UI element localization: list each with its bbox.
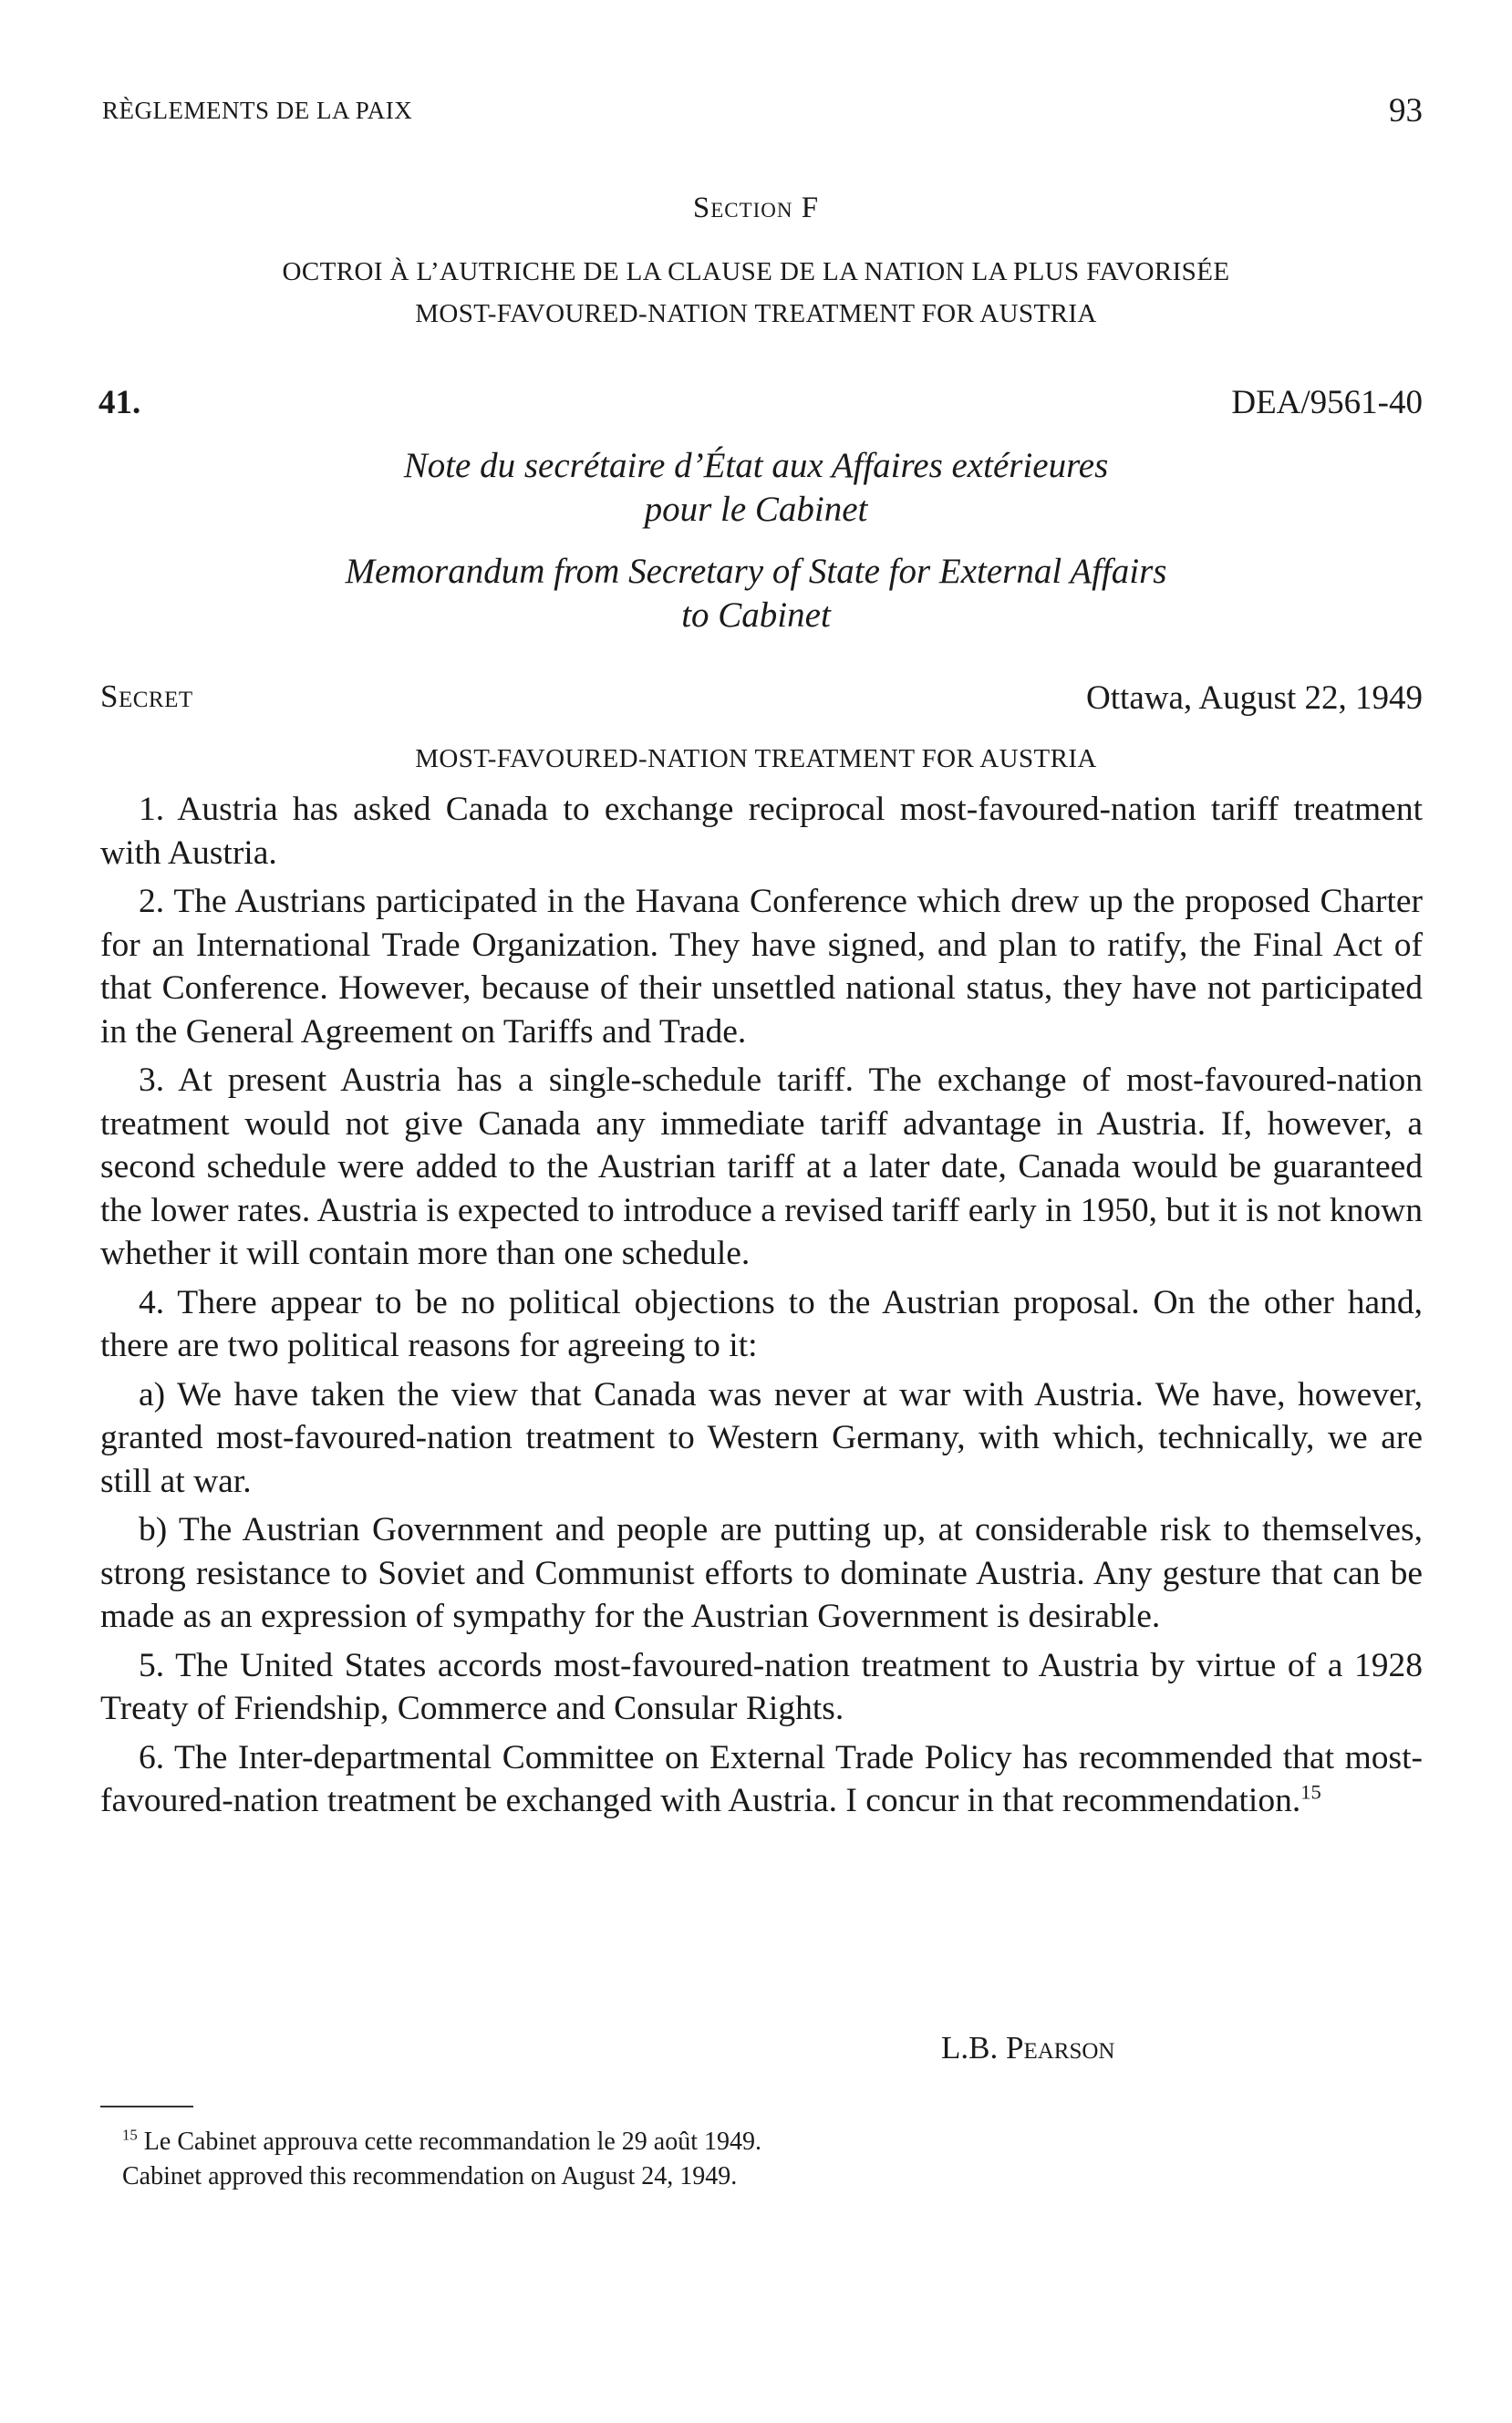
section-subtitle-fr: OCTROI À L’AUTRICHE DE LA CLAUSE DE LA NATION LA PLUS FAVORISÉE: [282, 257, 1230, 286]
footnote-marker: 15: [122, 2126, 138, 2144]
document-number: 41.: [98, 384, 141, 421]
heading-fr-line-2: pour le Cabinet: [644, 490, 868, 529]
section-title: Section F: [692, 192, 820, 224]
footnote-fr: [100, 2125, 1195, 2159]
paragraph-1: 1. Austria has asked Canada to exchange reciprocal most-favoured-nation tariff treatment with Austria.: [100, 791, 1423, 872]
classification: Secret: [100, 678, 193, 714]
paragraph-5: 5. The United States accords most-favoured-nation treatment to Austria by virtue of a 1928 Treaty of Friendship, Commerce and Consular Rights.: [100, 1646, 1423, 1727]
signature-initials: L.B.: [941, 2030, 999, 2066]
signature-surname: Pearson: [1005, 2030, 1115, 2066]
footnote-reference: 15: [1300, 1780, 1321, 1804]
subject-heading: MOST-FAVOURED-NATION TREATMENT FOR AUSTRIA: [415, 744, 1097, 773]
footnote-fr-text: Le Cabinet approuva cette recommandation le 29 août 1949.: [143, 2128, 761, 2156]
section-subtitle-en: MOST-FAVOURED-NATION TREATMENT FOR AUSTRIA: [415, 299, 1097, 328]
footnote-divider: [100, 2106, 193, 2107]
heading-en-line-2: to Cabinet: [681, 595, 831, 635]
paragraph-6-text: 6. The Inter-departmental Committee on External Trade Policy has recommended that most-favoured-nation treatment be exchanged with Austria. I concur in that recommendation.: [100, 1738, 1423, 1819]
page-number: 93: [1389, 92, 1423, 129]
running-head-title: RÈGLEMENTS DE LA PAIX: [102, 97, 413, 124]
heading-en-line-1: Memorandum from Secretary of State for External Affairs: [345, 552, 1167, 591]
document-reference: DEA/9561-40: [1231, 384, 1423, 421]
running-head: [102, 91, 1423, 131]
paragraph-6: [100, 1736, 1423, 1823]
place-date: Ottawa, August 22, 1949: [1086, 679, 1423, 717]
footnote-en: Cabinet approved this recommendation on August 24, 1949.: [122, 2162, 738, 2190]
footnotes: [100, 2125, 1195, 2194]
paragraph-3: 3. At present Austria has a single-schedule tariff. The exchange of most-favoured-nation treatment would not give Canada any immediate tariff advantage in Austria. If, however, a second schedule were added to the Austrian tariff at a later date, Canada would be guaranteed the lower rates. Austria is expected to introduce a revised tariff early in 1950, but it is not known whether it will contain more than one schedule.: [100, 1061, 1423, 1272]
paragraph-4: 4. There appear to be no political objections to the Austrian proposal. On the other hand, there are two political reasons for agreeing to it:: [100, 1283, 1423, 1364]
heading-fr-line-1: Note du secrétaire d’État aux Affaires extérieures: [403, 446, 1109, 485]
signature: [941, 2030, 1114, 2066]
paragraph-4b: b) The Austrian Government and people are putting up, at considerable risk to themselves, strong resistance to Soviet and Communist efforts to dominate Austria. Any gesture that can be made as an expression of sympathy for the Austrian Government is desirable.: [100, 1511, 1423, 1635]
memo-body: [100, 788, 1423, 1828]
paragraph-2: 2. The Austrians participated in the Havana Conference which drew up the proposed Charter for an International Trade Organization. They have signed, and plan to ratify, the Final Act of that Conference. However, because of their unsettled national status, they have not participated in the General Agreement on Tariffs and Trade.: [100, 883, 1423, 1051]
paragraph-4a: a) We have taken the view that Canada was never at war with Austria. We have, however, granted most-favoured-nation treatment to Western Germany, with which, technically, we are still at war.: [100, 1375, 1423, 1500]
